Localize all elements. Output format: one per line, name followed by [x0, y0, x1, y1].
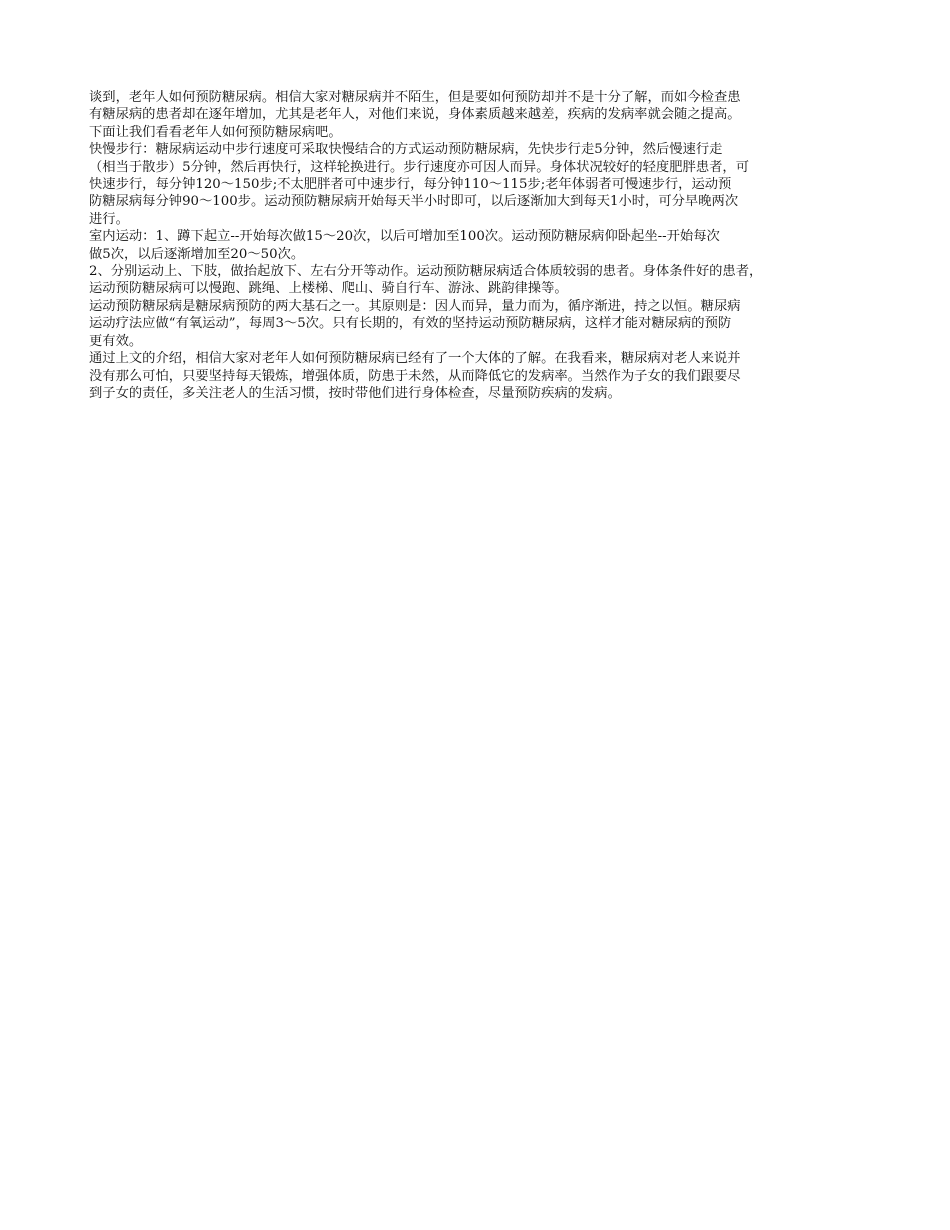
text-line: 快慢步行：糖尿病运动中步行速度可采取快慢结合的方式运动预防糖尿病，先快步行走5分钟，然后慢速行走 — [89, 142, 723, 158]
text-line: 没有那么可怕，只要坚持每天锻炼，增强体质，防患于未然，从而降低它的发病率。当然作为子女的我们跟要尽 — [89, 368, 741, 384]
paragraph-limb-exercise — [89, 263, 869, 298]
paragraph-conclusion — [89, 350, 869, 402]
text-line: 到子女的责任，多关注老人的生活习惯，按时带他们进行身体检查，尽量预防疾病的发病。 — [89, 385, 621, 401]
text-line: 运动预防糖尿病可以慢跑、跳绳、上楼梯、爬山、骑自行车、游泳、跳韵律操等。 — [89, 281, 568, 297]
paragraph-walking — [89, 141, 869, 228]
text-line: 有糖尿病的患者却在逐年增加，尤其是老年人，对他们来说，身体素质越来越差，疾病的发病率就会随之提高。 — [89, 107, 741, 123]
text-line: 快速步行，每分钟120～150步;不太肥胖者可中速步行，每分钟110～115步;老年体弱者可慢速步行，运动预 — [89, 177, 732, 193]
text-line: （相当于散步）5分钟，然后再快行，这样轮换进行。步行速度亦可因人而异。身体状况较好的轻度肥胖患者，可 — [89, 159, 750, 175]
text-line: 室内运动：1、蹲下起立--开始每次做15～20次，以后可增加至100次。运动预防糖尿病仰卧起坐--开始每次 — [89, 229, 720, 245]
text-line: 谈到，老年人如何预防糖尿病。相信大家对糖尿病并不陌生，但是要如何预防却并不是十分了解，而如今检查患 — [89, 90, 741, 105]
paragraph-intro — [89, 89, 869, 141]
text-line: 下面让我们看看老年人如何预防糖尿病吧。 — [89, 124, 342, 140]
document-body — [89, 89, 869, 402]
text-line: 做5次，以后逐渐增加至20～50次。 — [89, 246, 305, 262]
text-line: 2、分别运动上、下肢，做抬起放下、左右分开等动作。运动预防糖尿病适合体质较弱的患者。身体条件好的患者， — [89, 264, 763, 280]
paragraph-principles — [89, 298, 869, 350]
text-line: 运动疗法应做“有氧运动”，每周3～5次。只有长期的，有效的坚持运动预防糖尿病，这样才能对糖尿病的预防 — [89, 316, 732, 332]
text-line: 运动预防糖尿病是糖尿病预防的两大基石之一。其原则是：因人而异，量力而为，循序渐进，持之以恒。糖尿病 — [89, 298, 741, 314]
text-line: 防糖尿病每分钟90～100步。运动预防糖尿病开始每天半小时即可，以后逐渐加大到每天1小时，可分早晚两次 — [89, 194, 739, 210]
text-line: 更有效。 — [89, 333, 143, 349]
text-line: 通过上文的介绍，相信大家对老年人如何预防糖尿病已经有了一个大体的了解。在我看来，糖尿病对老人来说并 — [89, 351, 741, 367]
paragraph-indoor-exercise — [89, 228, 869, 263]
text-line: 进行。 — [89, 211, 129, 227]
